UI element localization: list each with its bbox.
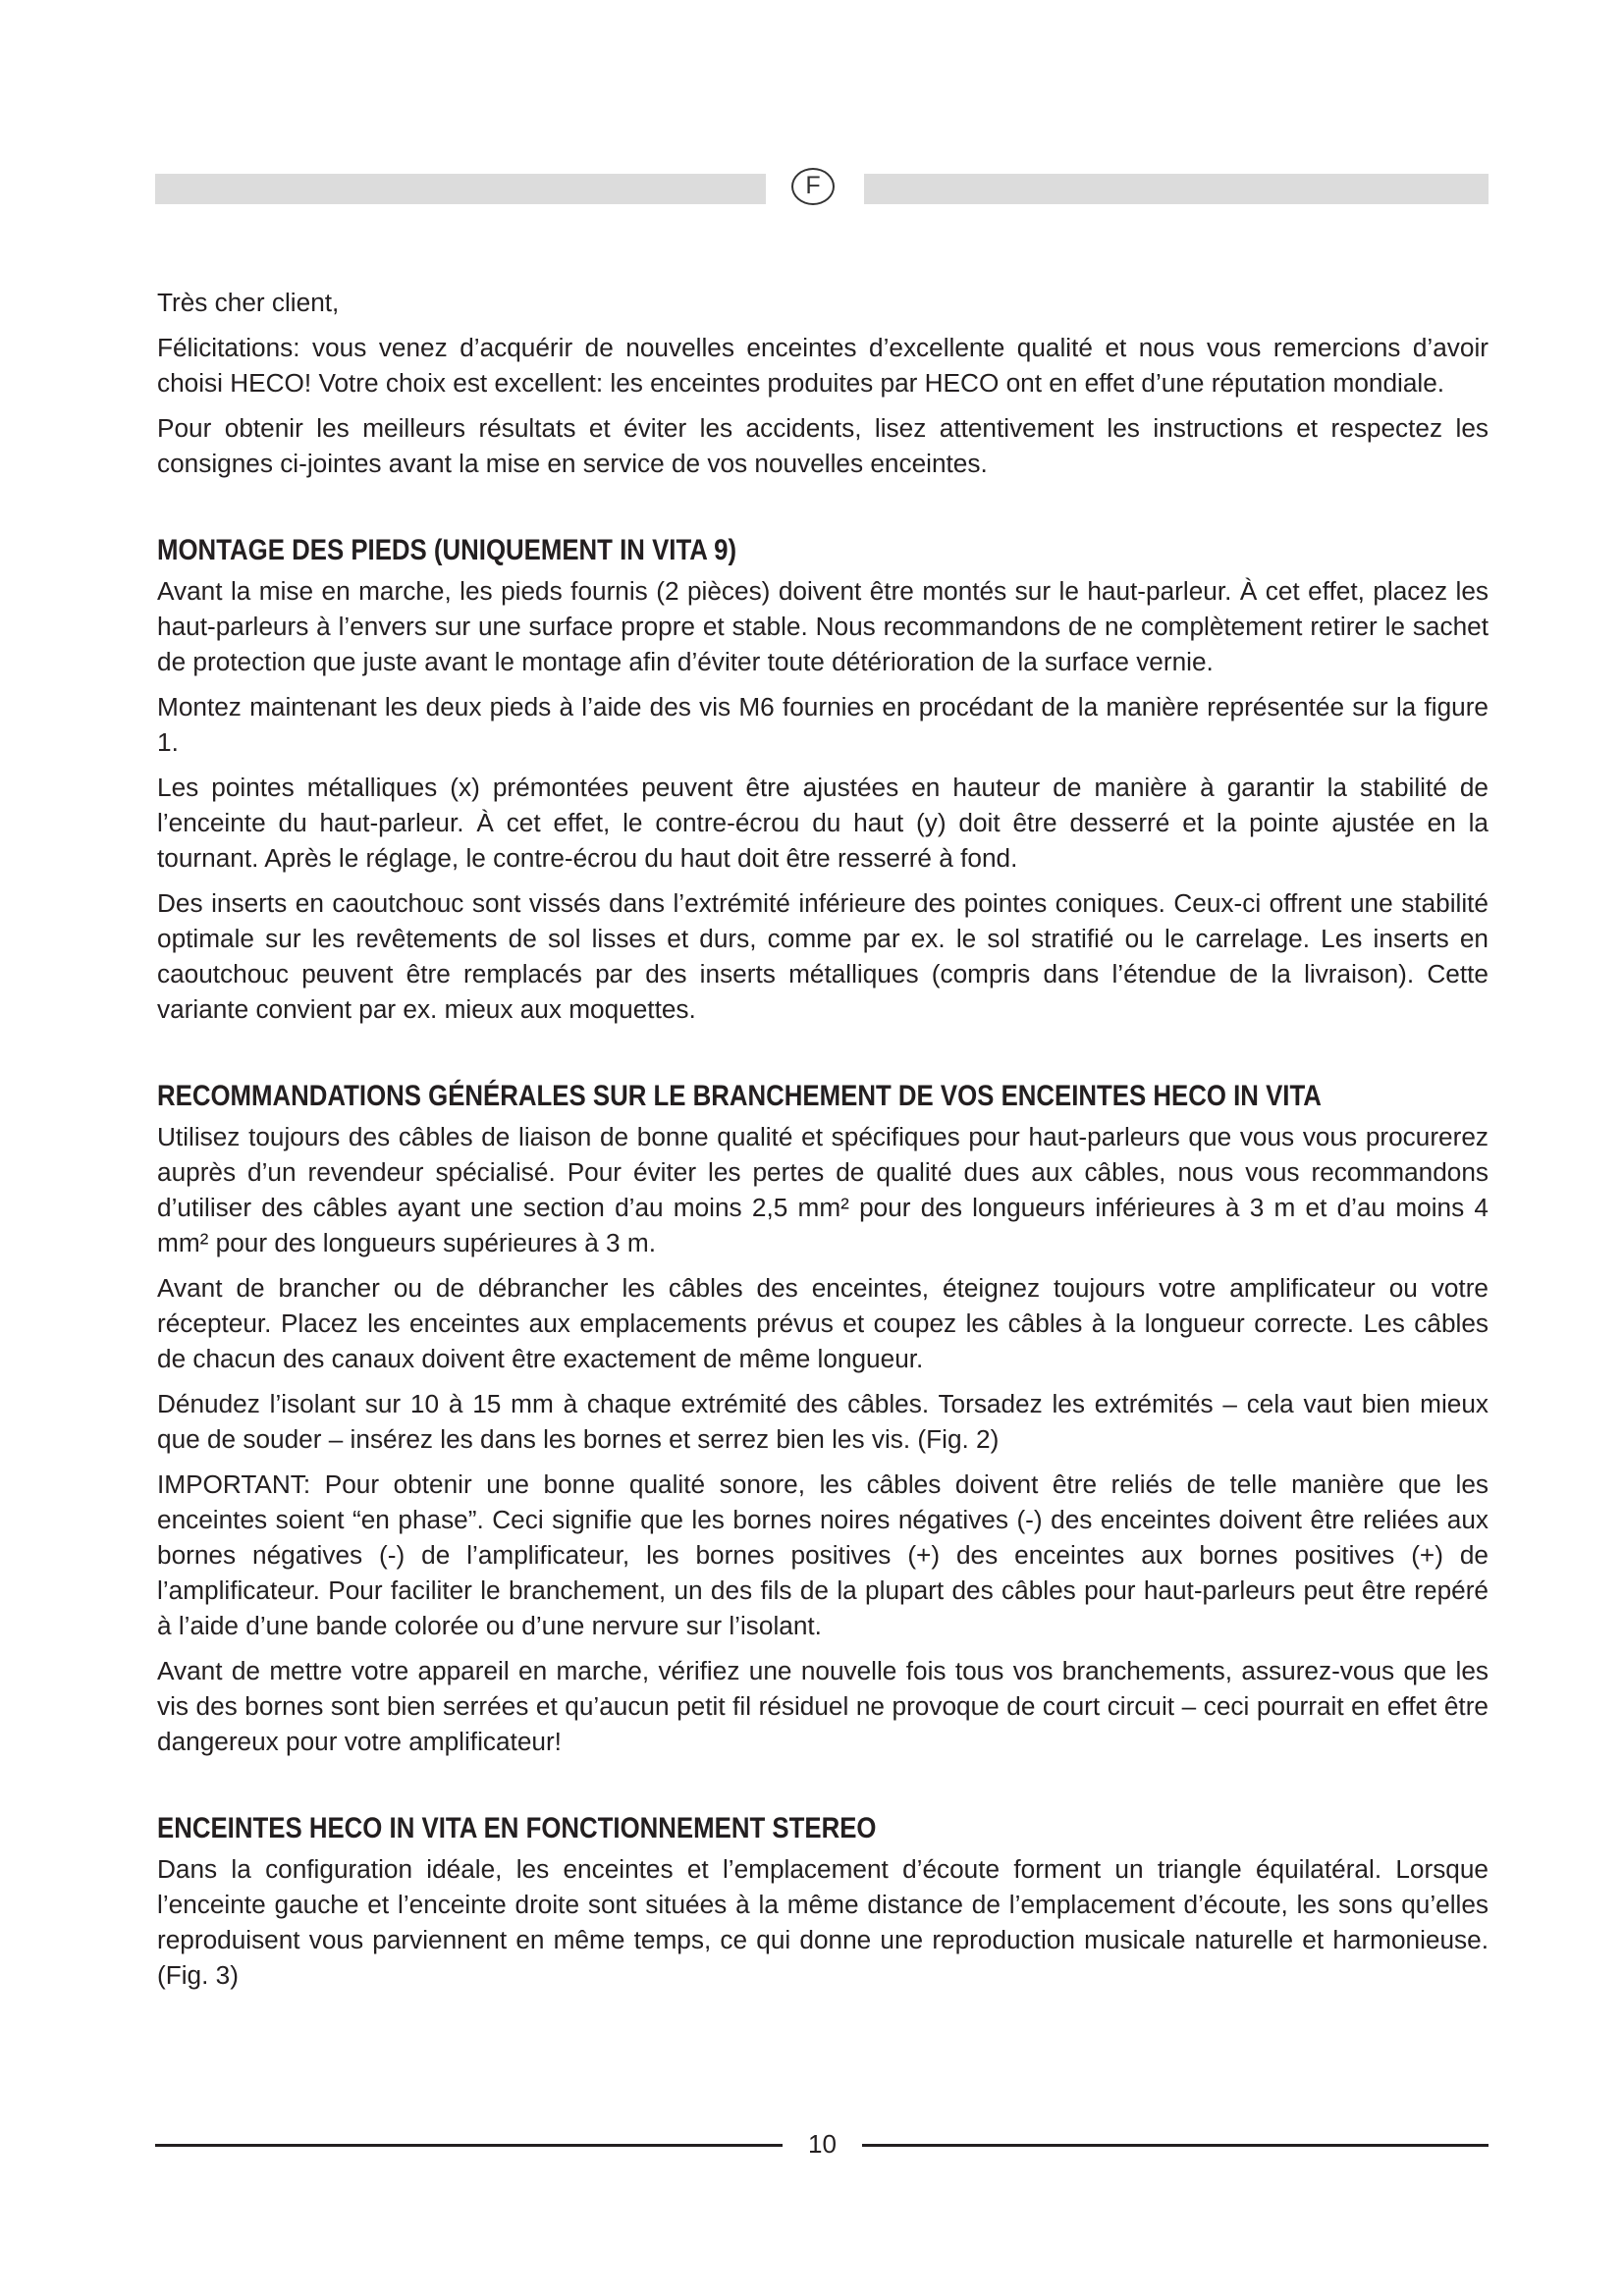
page-content (157, 285, 1489, 2002)
section-paragraph: Dans la configuration idéale, les enceintes et l’emplacement d’écoute forment un triangle équilatéral. Lorsque l’enceinte gauche et l’enceinte droite sont situées à la même distance de l’emplacement d’écoute, les sons qu’elles reproduisent vous parviennent en même temps, ce qui donne une reproduction musicale naturelle et harmonieuse. (Fig. 3) (157, 1854, 1489, 1990)
section-paragraph: Montez maintenant les deux pieds à l’aide des vis M6 fournies en procédant de la manière représentée sur la figure 1. (157, 692, 1489, 757)
section-paragraph: Dénudez l’isolant sur 10 à 15 mm à chaque extrémité des câbles. Torsadez les extrémités – cela vaut bien mieux que de souder – insérez les dans les bornes et serrez bien les vis. (Fig. 2) (157, 1389, 1489, 1454)
intro-paragraph: Félicitations: vous venez d’acquérir de nouvelles enceintes d’excellente qualité et nous vous remercions d’avoir choisi HECO! Votre choix est excellent: les enceintes produites par HECO ont en effet d’une réputation mondiale. (157, 333, 1489, 398)
header-bar-right (864, 174, 1489, 204)
section-paragraph: IMPORTANT: Pour obtenir une bonne qualité sonore, les câbles doivent être reliés de telle manière que les enceintes soient “en phase”. Ceci signifie que les bornes noires négatives (-) des enceintes doivent être reliées aux bornes négatives (-) de l’amplificateur, les bornes positives (+) des enceintes aux bornes positives (+) de l’amplificateur. Pour faciliter le branchement, un des fils de la plupart des câbles pour haut-parleurs peut être repéré à l’aide d’une bande colorée ou d’une nervure sur l’isolant. (157, 1469, 1489, 1640)
footer-rule-right (862, 2144, 1489, 2147)
section-paragraph: Des inserts en caoutchouc sont vissés dans l’extrémité inférieure des pointes coniques. Ceux-ci offrent une stabilité optimale sur les revêtements de sol lisses et durs, comme par ex. le sol stratifié ou le carrelage. Les inserts en caoutchouc peuvent être remplacés par des inserts métalliques (compris dans l’étendue de la livraison). Cette variante convient par ex. mieux aux moquettes. (157, 888, 1489, 1024)
section-stereo-operation (157, 1810, 1489, 1993)
header-bar-left (155, 174, 766, 204)
footer-rule-left (155, 2144, 783, 2147)
greeting: Très cher client, (157, 288, 340, 317)
intro-paragraph: Pour obtenir les meilleurs résultats et éviter les accidents, lisez attentivement les instructions et respectez les consignes ci-jointes avant la mise en service de vos nouvelles enceintes. (157, 413, 1489, 478)
section-paragraph: Utilisez toujours des câbles de liaison de bonne qualité et spécifiques pour haut-parleurs que vous vous procurerez auprès d’un revendeur spécialisé. Pour éviter les pertes de qualité dues aux câbles, nous vous recommandons d’utiliser des câbles ayant une section d’au moins 2,5 mm² pour des longueurs inférieures à 3 m et d’au moins 4 mm² pour des longueurs supérieures à 3 m. (157, 1122, 1489, 1257)
section-paragraph: Avant la mise en marche, les pieds fournis (2 pièces) doivent être montés sur le haut-parleur. À cet effet, placez les haut-parleurs à l’envers sur une surface propre et stable. Nous recommandons de ne complètement retirer le sachet de protection que juste avant le montage afin d’éviter toute détérioration de la surface vernie. (157, 576, 1489, 676)
section-paragraph: Avant de mettre votre appareil en marche, vérifiez une nouvelle fois tous vos branchements, assurez-vous que les vis des bornes sont bien serrées et qu’aucun petit fil résiduel ne provoque de court circuit – ceci pourrait en effet être dangereux pour votre amplificateur! (157, 1656, 1489, 1756)
section-title: MONTAGE DES PIEDS (UNIQUEMENT IN VITA 9) (157, 534, 737, 566)
language-badge: F (791, 168, 835, 205)
section-feet-mounting (157, 532, 1489, 1027)
section-connection-recommendations (157, 1078, 1489, 1759)
section-paragraph: Les pointes métalliques (x) prémontées peuvent être ajustées en hauteur de manière à garantir la stabilité de l’enceinte du haut-parleur. À cet effet, le contre-écrou du haut (y) doit être desserré et la pointe ajustée en la tournant. Après le réglage, le contre-écrou du haut doit être resserré à fond. (157, 773, 1489, 873)
section-title: ENCEINTES HECO IN VITA EN FONCTIONNEMENT STEREO (157, 1812, 877, 1844)
section-title: RECOMMANDATIONS GÉNÉRALES SUR LE BRANCHEMENT DE VOS ENCEINTES HECO IN VITA (157, 1080, 1322, 1112)
section-paragraph: Avant de brancher ou de débrancher les câbles des enceintes, éteignez toujours votre amplificateur ou votre récepteur. Placez les enceintes aux emplacements prévus et coupez les câbles à la longueur correcte. Les câbles de chacun des canaux doivent être exactement de même longueur. (157, 1273, 1489, 1373)
page-number: 10 (808, 2129, 837, 2159)
